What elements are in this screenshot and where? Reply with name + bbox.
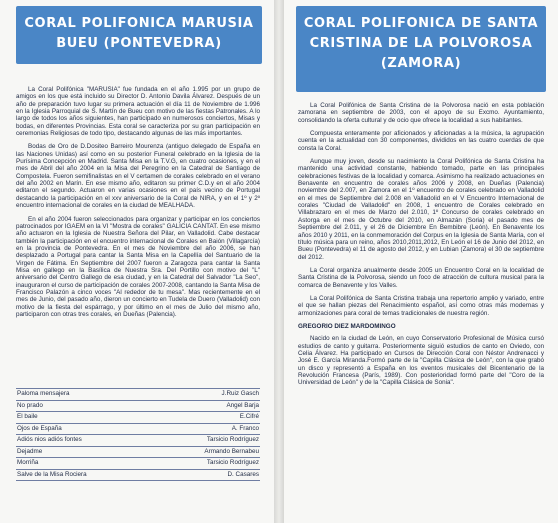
right-title-line-1: CORAL POLIFONICA DE SANTA — [303, 16, 539, 31]
piece-title: Ojos de España — [17, 424, 62, 432]
table-row — [16, 389, 260, 401]
piece-title: El baile — [17, 413, 38, 421]
table-row — [16, 435, 260, 447]
table-row — [16, 401, 260, 413]
left-title-line-2: BUEU (PONTEVEDRA) — [56, 36, 222, 51]
book-spine — [274, 0, 284, 523]
piece-title: Salve de la Misa Rociera — [17, 470, 87, 478]
piece-author: E.Cifré — [239, 413, 259, 421]
right-paragraph-2: Compuesta enteramente por aficionados y aficionadas a la música, la agrupación cuenta en la actualidad con 30 componentes, divididos en las cuatro cuerdas de que consta la Coral. — [298, 130, 544, 152]
left-paragraph-1: La Coral Polifónica "MARUSIA" fue fundada en el año 1.995 por un grupo de amigos en los que está incluido su Director D. Antonio Davila Álvarez. Después de un año de preparación tuvo lugar su primera actuación el día 11 de Noviembre de 1.996 en la Iglesia Parroquial de S. Martín de Bueu con motivo de las fiestas Patronales. A lo largo de todos los años siguientes, han participado en numerosos conciertos, Misas y bodas, en diferentes Provincias. Esta coral se caracteriza por su gran participación en ceremonias Religiosas de todo tipo, destacando algunas de las más importantes. — [16, 86, 260, 138]
director-bio: Nacido en la ciudad de León, en cuyo Conservatorio Profesional de Música cursó estudios de canto y guitarra. Posteriormente siguió estudios de canto en Oviedo, con Celia Álvarez. Ha participado en Cursos de Dirección Coral con Néstor Andrenacci y José E. García Miranda.Formó parte de la "Capilla Clásica de León", con la que grabó un disco y representó a España en los eventos musicales del Bicentenario de la Revolución Francesa (París, 1989). Con posterioridad formó parte del "Coro de la Universidad de León" y de la "Capilla Clásica de Sonia". — [298, 335, 544, 387]
right-paragraph-5: La Coral Polifónica de Santa Cristina trabaja una repertorio amplio y variado, entre el que se hallan piezas del Renacimiento español, así como otras más modernas y armonizaciones para coral de temas tradicionales de nuestra región. — [298, 294, 544, 317]
piece-author: D. Casares — [227, 470, 259, 478]
table-row — [16, 458, 260, 470]
right-title-banner — [296, 6, 546, 92]
right-paragraph-3: Aunque muy joven, desde su nacimiento la Coral Polifónica de Santa Cristina ha mantenido una actividad constante, habiendo tomado, parte en las principales celebraciones festivas de la localidad y comarca. Asimismo ha realizado actuaciones en Benavente en encuentro de corales años 2006 y 2008, en Dueñas (Palencia) noviembre del 2.007, en Zamora en el 1º encuentro de corales celebrado en Valladolid en el mes de Septiembre del 2.008 en Valladolid en el V Encuentro Internacional de corales "Ciudad de Valladolid" en 2008, 1 encuentro de Corales celebrado en Villabrazaro en el mes de Marzo del 2.010, 1º Concurso de corales celebrado en Astorga en el mes de Octubre del 2010, en Almazán (Soria) el pasado mes de Septiembre del 2.011, y el 26 de Diciembre En Bembibre (León). En Benavente los años 2010 y 2011, en la conmemoración del Corpus en la Iglesia de Santa María, con el título música para un reino, años 2010,2011,2012, En León el 16 de Junio del 2012, en Bueu (Pontevedra) el 11 de agosto del 2012, y en Lubian (Zamora) el 30 de septiembre del 2012. — [298, 158, 544, 261]
director-heading: GREGORIO DIEZ MARDOMINGO — [298, 322, 396, 330]
piece-title: Adiós nios adiós fontes — [17, 436, 82, 444]
right-body-text — [298, 102, 544, 393]
left-title-line-1: CORAL POLIFONICA MARUSIA — [24, 16, 254, 31]
piece-title: Paloma mensajera — [17, 390, 70, 397]
right-title-line-2: CRISTINA DE LA POLVOROSA — [309, 36, 533, 51]
piece-title: No prado — [17, 401, 43, 409]
left-body-text — [16, 86, 260, 324]
left-paragraph-3: En el año 2004 fueron seleccionados para organizar y participar en los conciertos patrocinados por IGAEM en la VI "Mostra de corales" GALICIA CANTAT. En ese mismo año actuaron en la Iglesia de Nuestra Señora del Pilar, en Valladolid. Cabe destacar también la participación en el encuentro internacional de Corales en Baión (Villagarcía) en la provincia de Pontevedra. En el mes de Noviembre del año 2006, se han desplazado a Portugal para cantar la Santa Misa en la Capellía del Santuario de la Virgen de Fátima. En Septiembre del 2007 fueron a Zaragoza para cantar la Santa Misa en gallego en la Basílica de Nuestra Sra. Del Portillo con motivo del "L" aniversario del Centro Gallego de esa ciudad, y en la Catedral del Salvador "La Seo", inauguraron el curso de participación de corales 2007-2008, cantando la Santa Misa de Francisco Palazón a cinco voces "Al rededor de tu mesa". Mas recientemente en el mes de Junio, del pasado año, dieron un concierto en Tudela de Duero (Valladolid) con motivo de la fiesta del espárrago, y por último en el mes de Julio del mismo año, participaron con otras tres corales, en Dueñas (Palencia). — [16, 215, 260, 318]
left-paragraph-2: Bodas de Oro de D.Dositeo Barreiro Mourenza (antiguo delegado de España en las Naciones Unidas) así como en su posterior Funeral celebrado en la Iglesia de la Purísima Concepción en Madrid. Santa Misa en la T.V.G, en cuatro ocasiones, y en el mes de Abril del año 2004 en la Misa del Peregrino en la Catedral de Santiago de Compostela. Fueron semifinalistas en el V certamen de corales celebrado en el verano del año 2002 en Marín. En ese mismo año, editaron su primer C.D.y en el año 2004 editaron el segundo. Actuaron en varias ocasiones en el país vecino de Portugal destacando la participación en el xxv aniversario de la Coral de NIRA, y en el 1º y 2º encuentro internacional de corales en la ciudad de MEALHADA. — [16, 143, 260, 210]
piece-author: J.Ruiz Gasch — [221, 390, 259, 397]
right-page — [284, 0, 558, 523]
table-row — [16, 470, 260, 482]
right-paragraph-1: La Coral Polifónica de Santa Cristina de la Polvorosa nació en esta población zamorana en septiembre de 2003, con el apoyo de su Excmo. Ayuntamiento, consolidando la oferta cultural y de ocio que ofrece la localidad a sus habitantes. — [298, 102, 544, 124]
table-row — [16, 412, 260, 424]
piece-title: Dejadme — [17, 447, 43, 455]
left-page — [0, 0, 274, 523]
table-row — [16, 447, 260, 459]
right-paragraph-4: La Coral organiza anualmente desde 2005 un Encuentro Coral en la localidad de Santa Cristina de la Polvorosa, siendo un foco de atracción de cultura musical para la comarca de Benavente y los Valles. — [298, 266, 544, 289]
left-title-banner — [16, 6, 262, 64]
piece-author: Angel Barja — [226, 401, 259, 409]
piece-author: Armando Bernabeu — [204, 447, 259, 455]
right-title-line-3: (ZAMORA) — [380, 56, 462, 71]
piece-title: Morriña — [17, 459, 39, 467]
piece-author: A. Franco — [231, 424, 259, 432]
piece-author: Tarsicio Rodríguez — [206, 436, 259, 444]
table-row — [16, 424, 260, 436]
piece-author: Tarsicio Rodríguez — [206, 459, 259, 467]
repertoire-table — [16, 388, 260, 481]
